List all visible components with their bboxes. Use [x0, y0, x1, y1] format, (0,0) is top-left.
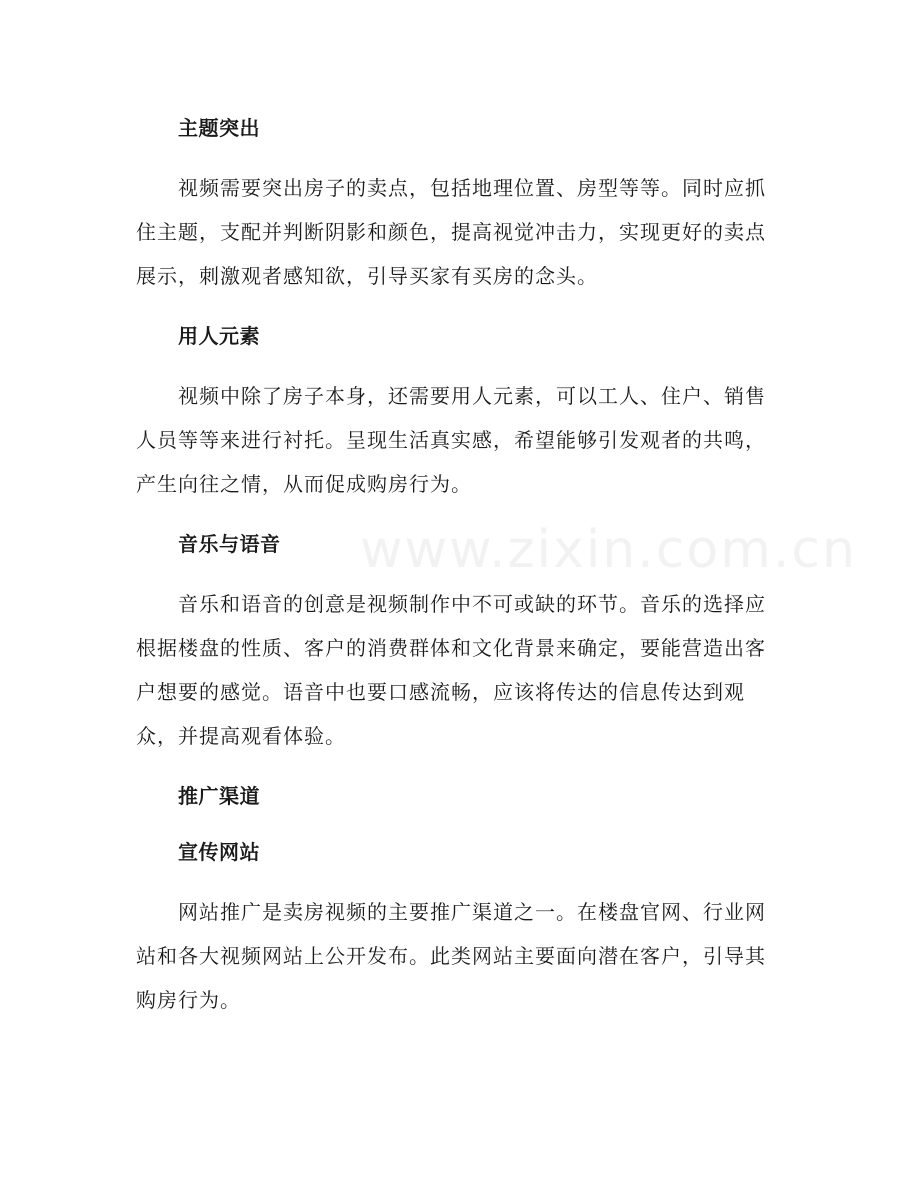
section-heading: 主题突出 [178, 116, 260, 140]
document-body [136, 110, 776, 1022]
section-promotion-channels [136, 778, 776, 834]
section-music-voice [136, 526, 776, 778]
section-theme [136, 110, 776, 318]
section-heading: 宣传网站 [178, 840, 260, 864]
section-paragraph: 视频中除了房子本身，还需要用人元素，可以工人、住户、销售人员等等来进行衬托。呈现生活真实感，希望能够引发观者的共鸣，产生向往之情，从而促成购房行为。 [136, 384, 766, 496]
section-heading: 推广渠道 [178, 784, 260, 808]
section-heading: 音乐与语音 [178, 532, 281, 556]
watermark: www.zixin.com.cn [360, 520, 857, 580]
section-promo-website [136, 834, 776, 1022]
section-heading: 用人元素 [178, 324, 260, 348]
section-paragraph: 网站推广是卖房视频的主要推广渠道之一。在楼盘官网、行业网站和各大视频网站上公开发布。此类网站主要面向潜在客户，引导其购房行为。 [136, 900, 766, 1012]
section-paragraph: 音乐和语音的创意是视频制作中不可或缺的环节。音乐的选择应根据楼盘的性质、客户的消费群体和文化背景来确定，要能营造出客户想要的感觉。语音中也要口感流畅，应该将传达的信息传达到观众，并提高观看体验。 [136, 592, 766, 748]
section-paragraph: 视频需要突出房子的卖点，包括地理位置、房型等等。同时应抓住主题，支配并判断阴影和颜色，提高视觉冲击力，实现更好的卖点展示，刺激观者感知欲，引导买家有买房的念头。 [136, 176, 766, 288]
section-human-elements [136, 318, 776, 526]
